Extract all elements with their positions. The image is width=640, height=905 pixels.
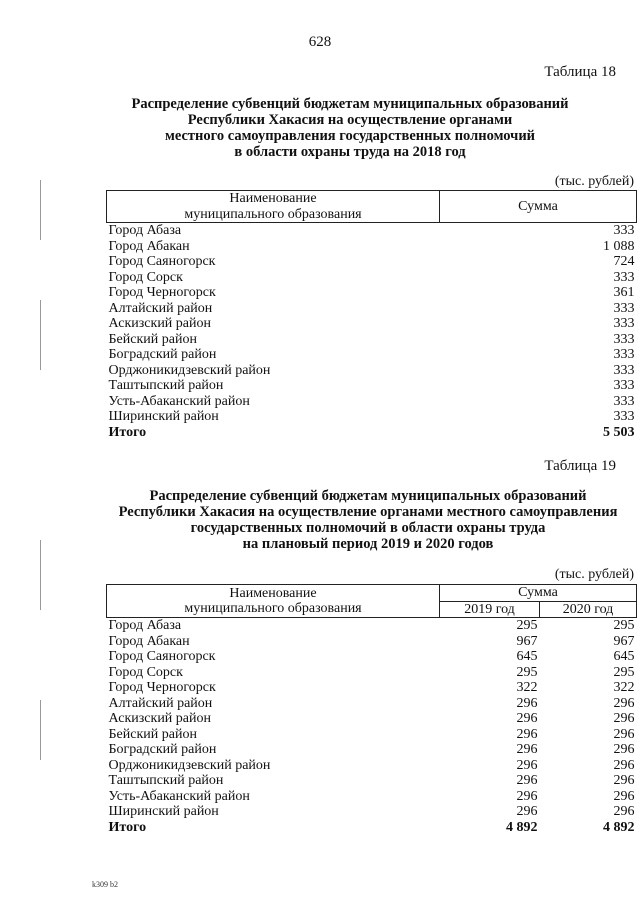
amount-2020: 296	[613, 773, 635, 788]
municipality-name: Усть-Абаканский район	[108, 788, 250, 804]
margin-mark	[40, 540, 41, 610]
amount-2019: 296	[516, 804, 538, 819]
amount-2019: 967	[516, 633, 538, 649]
amount: 333	[613, 393, 635, 409]
header-line: муниципального образования	[184, 601, 362, 616]
table-body	[107, 618, 637, 836]
table-row	[107, 378, 637, 394]
amount: 333	[613, 269, 635, 285]
total-label: Итого	[108, 424, 147, 440]
amount-2020: 296	[613, 695, 635, 711]
municipality-name: Боградский район	[108, 742, 217, 757]
amount: 333	[613, 316, 635, 331]
table-row	[107, 680, 637, 696]
amount-2020: 296	[613, 788, 635, 804]
amount-2020: 967	[613, 633, 635, 649]
column-header-name	[107, 585, 440, 618]
table-row	[107, 363, 637, 379]
municipality-name: Город Сорск	[108, 269, 183, 285]
municipality-name: Усть-Абаканский район	[108, 393, 250, 409]
table-row	[107, 742, 637, 758]
municipality-name: Город Абакан	[108, 238, 190, 254]
footer-code: k309 b2	[92, 880, 118, 889]
table-19	[106, 584, 637, 835]
municipality-name: Город Сорск	[108, 664, 183, 680]
municipality-name: Город Абаза	[108, 223, 182, 238]
municipality-name: Орджоникидзевский район	[108, 362, 271, 378]
amount: 333	[613, 378, 635, 393]
municipality-name: Бейский район	[108, 331, 197, 347]
amount-2019: 296	[516, 711, 538, 726]
municipality-name: Аскизский район	[108, 711, 211, 726]
amount: 333	[613, 300, 635, 316]
table-row	[107, 254, 637, 270]
column-header-2020: 2020 год	[540, 601, 637, 618]
table-19-title	[100, 488, 636, 552]
table-row	[107, 727, 637, 743]
table-row	[107, 634, 637, 650]
margin-mark	[40, 180, 41, 240]
municipality-name: Город Абаза	[108, 618, 182, 633]
margin-mark	[40, 700, 41, 760]
amount-2019: 296	[516, 773, 538, 788]
column-header-sum: Сумма	[440, 585, 637, 602]
municipality-name: Орджоникидзевский район	[108, 757, 271, 773]
amount-2019: 296	[516, 757, 538, 773]
table-row	[107, 285, 637, 301]
header-line: Наименование	[229, 191, 317, 206]
table-row	[107, 804, 637, 820]
table-row	[107, 649, 637, 665]
column-header-sum: Сумма	[440, 191, 637, 223]
municipality-name: Город Саяногорск	[108, 649, 216, 664]
table-body	[107, 223, 637, 441]
header-line: Наименование	[229, 585, 317, 601]
table-19-unit: (тыс. рублей)	[554, 567, 634, 582]
amount-2020: 296	[613, 742, 635, 757]
table-row	[107, 665, 637, 681]
page-number: 628	[308, 34, 332, 50]
amount-2020: 296	[613, 726, 635, 742]
column-header-2019: 2019 год	[440, 601, 540, 618]
total-amount: 5 503	[603, 424, 635, 440]
table-row	[107, 618, 637, 634]
table-row	[107, 696, 637, 712]
table-18-label: Таблица 18	[544, 64, 616, 80]
municipality-name: Аскизский район	[108, 316, 211, 331]
municipality-name: Город Саяногорск	[108, 254, 216, 269]
amount-2019: 645	[516, 649, 538, 664]
amount-2020: 645	[613, 649, 635, 664]
total-label: Итого	[108, 819, 147, 835]
margin-mark	[40, 300, 41, 370]
title-line: Распределение субвенций бюджетам муниципальных образований	[131, 96, 569, 112]
municipality-name: Боградский район	[108, 347, 217, 362]
amount-2019: 295	[516, 618, 538, 633]
municipality-name: Таштыпский район	[108, 378, 224, 393]
municipality-name: Бейский район	[108, 726, 197, 742]
amount-2020: 295	[613, 664, 635, 680]
table-row	[107, 316, 637, 332]
table-header-row	[107, 191, 637, 223]
municipality-name: Алтайский район	[108, 695, 213, 711]
total-row	[107, 425, 637, 441]
amount: 724	[613, 254, 635, 269]
table-row	[107, 394, 637, 410]
total-amount-2020: 4 892	[603, 819, 635, 835]
total-row	[107, 820, 637, 836]
title-line: государственных полномочий в области охраны труда	[190, 520, 546, 536]
table-row	[107, 270, 637, 286]
title-line: на плановый период 2019 и 2020 годов	[242, 536, 494, 552]
amount-2019: 322	[516, 680, 538, 695]
amount: 333	[613, 362, 635, 378]
amount-2019: 296	[516, 695, 538, 711]
amount-2019: 296	[516, 788, 538, 804]
table-header-row	[107, 585, 637, 602]
amount: 333	[613, 331, 635, 347]
amount: 333	[613, 223, 635, 238]
municipality-name: Город Абакан	[108, 633, 190, 649]
table-row	[107, 409, 637, 425]
amount: 361	[613, 285, 635, 300]
amount-2019: 296	[516, 742, 538, 757]
municipality-name: Алтайский район	[108, 300, 213, 316]
table-18-title	[90, 96, 610, 160]
amount-2020: 296	[613, 804, 635, 819]
table-row	[107, 773, 637, 789]
amount: 333	[613, 409, 635, 424]
table-18-unit: (тыс. рублей)	[554, 174, 634, 189]
amount-2020: 296	[613, 711, 635, 726]
column-header-name	[107, 191, 440, 223]
municipality-name: Ширинский район	[108, 804, 219, 819]
municipality-name: Таштыпский район	[108, 773, 224, 788]
amount-2020: 296	[613, 757, 635, 773]
amount: 333	[613, 347, 635, 362]
municipality-name: Ширинский район	[108, 409, 219, 424]
title-line: Республики Хакасия на осуществление органами местного самоуправления	[118, 504, 618, 520]
amount: 1 088	[603, 238, 635, 254]
title-line: Распределение субвенций бюджетам муниципальных образований	[149, 488, 587, 504]
table-row	[107, 758, 637, 774]
title-line: местного самоуправления государственных полномочий	[164, 128, 536, 144]
table-row	[107, 711, 637, 727]
table-18	[106, 190, 637, 440]
header-line: муниципального образования	[184, 206, 362, 222]
amount-2020: 295	[613, 618, 635, 633]
municipality-name: Город Черногорск	[108, 285, 216, 300]
table-row	[107, 223, 637, 239]
amount-2019: 296	[516, 726, 538, 742]
table-row	[107, 239, 637, 255]
amount-2020: 322	[613, 680, 635, 695]
table-row	[107, 301, 637, 317]
table-row	[107, 332, 637, 348]
municipality-name: Город Черногорск	[108, 680, 216, 695]
table-19-label: Таблица 19	[544, 458, 616, 474]
total-amount-2019: 4 892	[506, 819, 538, 835]
title-line: Республики Хакасия на осуществление органами	[187, 112, 513, 128]
table-row	[107, 347, 637, 363]
title-line: в области охраны труда на 2018 год	[234, 144, 466, 160]
table-row	[107, 789, 637, 805]
amount-2019: 295	[516, 664, 538, 680]
